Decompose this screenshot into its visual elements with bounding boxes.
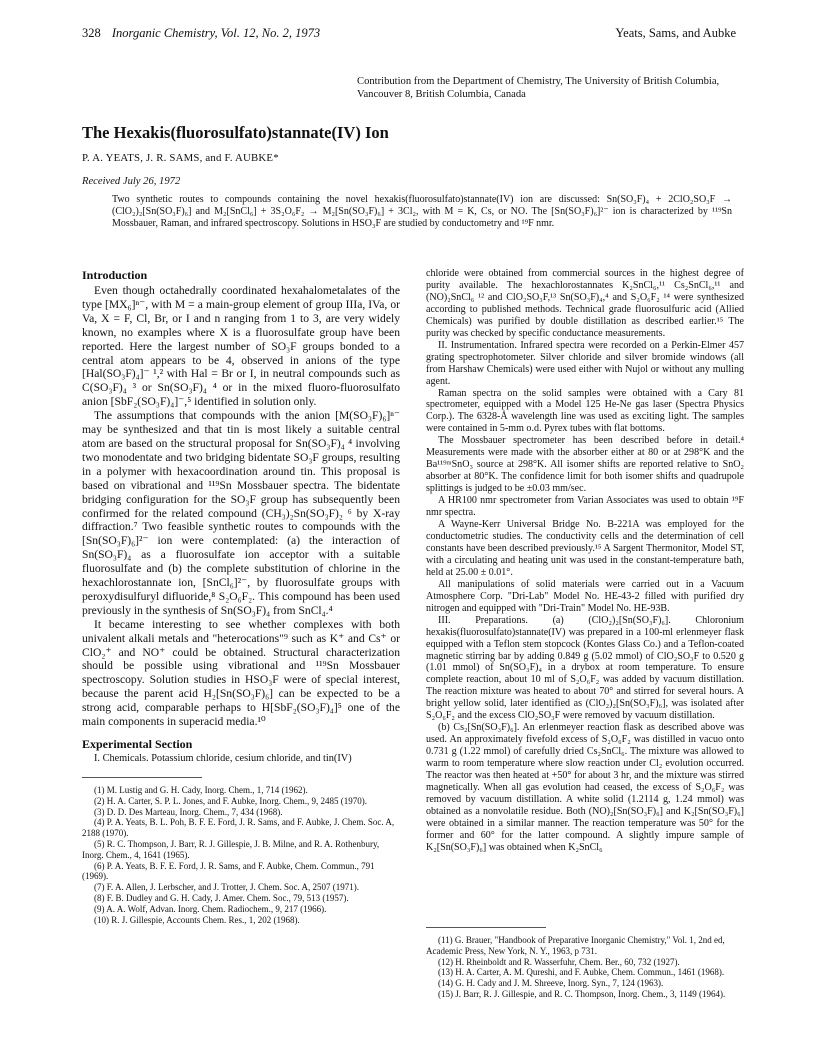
article-title: The Hexakis(fluorosulfato)stannate(IV) Ion xyxy=(82,123,389,142)
footnote-divider-right xyxy=(426,927,546,928)
footnote-divider xyxy=(82,777,202,778)
abstract: Two synthetic routes to compounds containing the novel hexakis(fluorosulfato)stannate(IV) ion are discussed: Sn(SO₃F)₄ + 2ClO₂SO₃F → (ClO₂)₂[Sn(SO₃F)₆] and M₂[SnCl₆] + 3S₂O₆F₂ → M₂[Sn(SO₃F)₆] + 3Cl₂, with M = K, Cs, or NO. The [Sn(SO₃F)₆]²⁻ ion is characterized by ¹¹⁹Sn Mossbauer, Raman, and infrared spectroscopy. Solutions in HSO₃F are studied by conductometry and ¹⁹F nmr. xyxy=(112,194,732,229)
experimental-heading: Experimental Section xyxy=(82,737,193,751)
reference-item: (2) H. A. Carter, S. P. L. Jones, and F. Aubke, Inorg. Chem., 9, 2485 (1970). xyxy=(94,795,367,806)
reference-item: (7) F. A. Allen, J. Lerbscher, and J. Trotter, J. Chem. Soc. A, 2507 (1971). xyxy=(94,882,360,893)
instrumentation-paragraph: II. Instrumentation. Infrared spectra were recorded on a Perkin-Elmer 457 grating spectrophotometer. Silver chloride and silver bromide windows (all from Harshaw Chemicals) were used either with Nujol or without any mulling agent. xyxy=(426,339,744,387)
preparation-a-paragraph: III. Preparations. (a) (ClO₂)₂[Sn(SO₃F)₆]. Chloronium hexakis(fluorosulfato)stannate(IV) was prepared in a 100-ml erlenmeyer flask equipped with a Teflon stem stopcock (Kontes Glass Co.) and a Teflon-coated magnetic stirring bar by adding 0.849 g (5.02 mmol) of ClO₂SO₃F to 0.520 g (1.01 mmol) of Sn(SO₃F)₄ in a drybox at room temperature. To ensure complete reaction, about 10 ml of S₂O₆F₂ was added by vacuum distillation. The reaction mixture was heated to about 70° and stirred for several hours. A bright yellow solid, later identified as (ClO₂)₂[Sn(SO₃F)₆], was isolated after S₂O₆F₂ and the excess ClO₂SO₃F were removed by vacuum distillation. xyxy=(426,614,744,722)
reference-item: (11) G. Brauer, "Handbook of Preparative Inorganic Chemistry," Vol. 1, 2nd ed, Academic Press, New York, N. Y., 1963, p 731. xyxy=(426,935,725,956)
running-head xyxy=(82,26,736,44)
mossbauer-paragraph: The Mossbauer spectrometer has been described before in detail.⁴ Measurements were made with the absorber either at 80 or at 298°K and the Ba¹¹⁹ᵐSnO₃ source at 298°K. All isomer shifts are reported relative to SnO₂ absorber at 80°K. The confidence limit for both isomer shifts and quadrupole splittings is judged to be ±0.03 mm/sec. xyxy=(426,435,744,495)
introduction-heading: Introduction xyxy=(82,268,148,282)
reference-item: (10) R. J. Gillespie, Accounts Chem. Res., 1, 202 (1968). xyxy=(94,914,300,925)
reference-item: (9) A. A. Wolf, Advan. Inorg. Chem. Radiochem., 9, 217 (1966). xyxy=(94,903,327,914)
reference-item: (3) D. D. Des Marteau, Inorg. Chem., 7, 434 (1968). xyxy=(94,806,283,817)
reference-item: (1) M. Lustig and G. H. Cady, Inorg. Chem., 1, 714 (1962). xyxy=(94,785,308,795)
intro-paragraph-1: Even though octahedrally coordinated hexahalometalates of the type [MX₆]ⁿ⁻, with M = a main-group element of group IIIa, IVa, or Va, X = F, Cl, Br, or I and n ranging from 1 to 3, are very widely known, no examples where X is a fluorosulfate group have been reported. Here the largest number of SO₃F groups bonded to a central atom appears to be 4, observed in anions of the type [Hal(SO₃F)₄]⁻ ¹,² with Hal = Br or I, in neutral compounds such as C(SO₃F)₄ ³ or Sn(SO₃F)₄ ⁴ or in the mixed fluoro-fluorosulfato anion [SbF₂(SO₃F)₄]⁻,⁵ identified in solution only. xyxy=(82,284,400,409)
reference-item: (13) H. A. Carter, A. M. Qureshi, and F. Aubke, Chem. Commun., 1461 (1968). xyxy=(438,967,725,978)
running-head-authors: Yeats, Sams, and Aubke xyxy=(615,26,736,40)
references-left xyxy=(82,785,400,925)
chemicals-continued: chloride were obtained from commercial sources in the highest degree of purity available. The hexachlorostannates K₂SnCl₆,¹¹ Cs₂SnCl₆,¹¹ and (NO)₂SnCl₆ ¹² and ClO₂SO₃F,¹³ Sn(SO₃F)₄,⁴ and S₂O₆F₂ ¹⁴ were synthesized according to published methods. Technical grade fluorosulfuric acid (Allied Chemicals) was purified by double distillation as described earlier.¹⁵ The purity was checked by specific conductance measurements. xyxy=(426,268,744,339)
manipulation-paragraph: All manipulations of solid materials were carried out in a Vacuum Atmosphere Corp. "Dri-Lab" Model No. HE-43-2 filled with purified dry nitrogen and equipped with "Dri-Train" Model No. HE-93B. xyxy=(426,578,744,614)
preparation-b-paragraph: (b) Cs₂[Sn(SO₃F)₆]. An erlenmeyer reaction flask as described above was used. An approximately fivefold excess of S₂O₆F₂ was distilled in vacuo onto 0.731 g (1.22 mmol) of carefully dried Cs₂SnCl₆. The mixture was allowed to warm to room temperature where slow reaction under Cl₂ evolution occurred. The reactor was then heated at +50° for about 3 hr, and the mixture was stirred magnetically. When all gas evolution had ceased, the excess of S₂O₆F₂ was removed by vacuum distillation. A white solid (1.2114 g, 1.24 mmol) was obtained as a nonvolatile residue. Both (NO)₂[Sn(SO₃F)₆] and K₂[Sn(SO₃F)₆] were obtained in a similar manner. The reaction temperature was 50° for the former and 60° for the latter compound. A slightly impure sample of K₂[Sn(SO₃F)₆] was obtained when K₂SnCl₆ xyxy=(426,722,744,853)
references-right xyxy=(426,935,744,1000)
conductometry-paragraph: A Wayne-Kerr Universal Bridge No. B-221A was employed for the conductometric studies. The conductivity cells and the determination of cell constants have been described previously.¹⁵ A Sargent Thermonitor, Model ST, with a circulating and heating unit was used in the constant-temperature bath, held at 25.00 ± 0.01°. xyxy=(426,519,744,578)
journal-citation: Inorganic Chemistry, Vol. 12, No. 2, 1973 xyxy=(111,26,321,40)
reference-item: (5) R. C. Thompson, J. Barr, R. J. Gillespie, J. B. Milne, and R. A. Rothenbury, Inorg. Chem., 4, 1641 (1965). xyxy=(82,838,380,860)
nmr-paragraph: A HR100 nmr spectrometer from Varian Associates was used to obtain ¹⁹F nmr spectra. xyxy=(426,495,744,519)
reference-item: (12) H. Rheinboldt and R. Wasserfuhr, Chem. Ber., 60, 732 (1927). xyxy=(438,956,680,967)
contribution-note: Contribution from the Department of Chemistry, The University of British Columbia, Vancouver 8, British Columbia, Canada xyxy=(357,76,720,100)
intro-paragraph-3: It became interesting to see whether complexes with both univalent alkali metals and "heterocations"⁹ such as K⁺ and Cs⁺ or ClO₂⁺ and NO⁺ could be obtained. Structural characterization should be possible using vibrational and ¹¹⁹Sn Mossbauer spectroscopy. Solution studies in HSO₃F were of special interest, because the parent acid H₂[Sn(SO₃F)₆] can be expected to be a strong acid, comparable perhaps to H[SbF₂(SO₃F)₄]⁵ one of the main components in superacid media.¹⁰ xyxy=(82,617,400,729)
left-column xyxy=(82,268,400,764)
reference-item: (6) P. A. Yeats, B. F. E. Ford, J. R. Sams, and F. Aubke, Chem. Commun., 791 (1969). xyxy=(82,860,375,882)
chemicals-line: I. Chemicals. Potassium chloride, cesium chloride, and tin(IV) xyxy=(94,753,352,764)
intro-paragraph-2: The assumptions that compounds with the anion [M(SO₃F)₆]ⁿ⁻ may be synthesized and that tin is most likely a suitable central atom are based on the structural proposal for Sn(SO₃F)₄ ⁴ involving two monodentate and two bridging bidentate SO₃F groups, resulting in a polymer with hexacoordination around tin. This proposal is based on vibrational and ¹¹⁹Sn Mossbauer spectra. The bidentate bridging configuration for the SO₃F group has subsequently been confirmed for the related compound (CH₃)₂Sn(SO₃F)₂ ⁶ by X-ray diffraction.⁷ Two feasible synthetic routes to compounds with the [Sn(SO₃F)₆]²⁻ ion were contemplated: (a) the interaction of Sn(SO₃F)₄ as a fluorosulfate ion acceptor with a suitable fluorosulfate and (b) the complete substitution of chlorine in the hexachlorostannate ion, [SnCl₆]²⁻, by fluorosulfate groups with peroxydisulfuryl difluoride,⁸ S₂O₆F₂. This compound has been used previously in the synthesis of Sn(SO₃F)₄ from SnCl₄.⁴ xyxy=(82,409,400,617)
right-column xyxy=(426,268,744,854)
received-date: Received July 26, 1972 xyxy=(82,176,181,187)
reference-item: (14) G. H. Cady and J. M. Shreeve, Inorg. Syn., 7, 124 (1963). xyxy=(438,978,664,989)
page-number: 328 xyxy=(82,26,101,40)
reference-item: (4) P. A. Yeats, B. L. Poh, B. F. E. Ford, J. R. Sams, and F. Aubke, J. Chem. Soc. A, 2188 (1970). xyxy=(82,817,395,839)
author-list: P. A. YEATS, J. R. SAMS, and F. AUBKE* xyxy=(82,152,279,164)
raman-paragraph: Raman spectra on the solid samples were obtained with a Cary 81 spectrometer, equipped with a Model 125 He-Ne gas laser (Spectra Physics Corp.). The 6328-Å wavelength line was used as exciting light. The samples were contained in 5-mm o.d. Pyrex tubes with flat bottoms. xyxy=(426,387,744,435)
reference-item: (8) F. B. Dudley and G. H. Cady, J. Amer. Chem. Soc., 79, 513 (1957). xyxy=(94,892,349,903)
reference-item: (15) J. Barr, R. J. Gillespie, and R. C. Thompson, Inorg. Chem., 3, 1149 (1964). xyxy=(438,988,726,999)
